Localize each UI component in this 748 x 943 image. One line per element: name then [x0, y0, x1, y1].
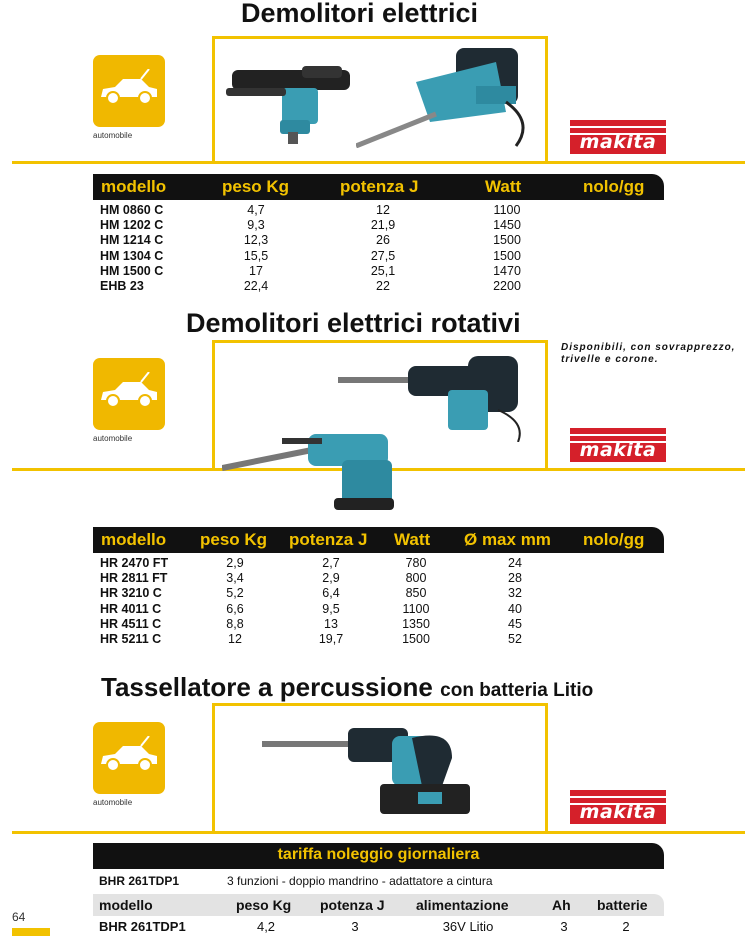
makita-logo: makita — [570, 790, 666, 824]
page-marker — [12, 928, 50, 936]
frame-line — [212, 36, 215, 163]
car-category-icon — [93, 55, 165, 127]
frame-line — [212, 703, 545, 706]
spec-table — [100, 203, 664, 294]
table-header: modello peso Kg potenza J Watt Ø max mm nolo/gg — [93, 527, 664, 553]
makita-logo: makita — [570, 428, 666, 462]
frame-line — [12, 161, 745, 164]
car-category-icon — [93, 358, 165, 430]
table-row: BHR 261TDP1 4,2 3 36V Litio 3 2 — [99, 919, 630, 934]
frame-line — [12, 831, 745, 834]
heavy-breaker-illustration — [356, 42, 536, 148]
table-row: HM 1500 C 17 25,1 1470 — [100, 263, 521, 278]
section-title: Demolitori elettrici rotativi — [186, 308, 521, 338]
category-label: automobile — [93, 434, 133, 443]
table-row: HR 5211 C 12 19,7 1500 52 — [100, 631, 522, 646]
page-number: 64 — [12, 910, 26, 924]
section-title: Demolitori elettrici — [241, 0, 479, 28]
table-row: HM 1202 C 9,3 21,9 1450 — [100, 218, 521, 233]
model-description: 3 funzioni - doppio mandrino - adattatore a cintura — [227, 874, 493, 888]
note-text: Disponibili, con sovrapprezzo, trivelle e corone. — [561, 342, 736, 365]
category-label: automobile — [93, 131, 133, 140]
description-row — [93, 872, 664, 890]
table-header: modello peso Kg potenza J alimentazione Ah batterie — [93, 894, 664, 916]
table-row: EHB 23 22,4 22 2200 — [100, 278, 521, 293]
makita-logo: makita — [570, 120, 666, 154]
tariff-header: tariffa noleggio giornaliera — [93, 843, 664, 869]
title-suffix: con batteria Litio — [440, 680, 594, 701]
cordless-hammer-illustration — [262, 718, 472, 818]
category-label: automobile — [93, 798, 133, 807]
table-row: HR 3210 C 5,2 6,4 850 32 — [100, 586, 522, 601]
frame-line — [545, 703, 548, 833]
frame-line — [545, 36, 548, 163]
rotary-hammer-illustration — [222, 428, 412, 516]
spec-table — [100, 556, 664, 647]
frame-line — [212, 36, 545, 39]
frame-line — [212, 340, 215, 470]
table-row: HR 4511 C 8,8 13 1350 45 — [100, 616, 522, 631]
model-code: BHR 261TDP1 — [99, 874, 180, 888]
table-row: HM 1304 C 15,5 27,5 1500 — [100, 248, 521, 263]
table-row: HM 1214 C 12,3 26 1500 — [100, 233, 521, 248]
frame-line — [545, 340, 548, 470]
demolition-hammer-illustration — [222, 62, 362, 144]
table-row: HR 2811 FT 3,4 2,9 800 28 — [100, 571, 522, 586]
table-row: HM 0860 C 4,7 12 1100 — [100, 203, 521, 217]
table-row: HR 2470 FT 2,9 2,7 780 24 — [100, 556, 522, 570]
table-row: HR 4011 C 6,6 9,5 1100 40 — [100, 601, 522, 616]
section-title: Tassellatore a percussione con batteria Litio — [101, 672, 594, 702]
frame-line — [212, 340, 545, 343]
car-category-icon — [93, 722, 165, 794]
frame-line — [212, 703, 215, 833]
table-header: modello peso Kg potenza J Watt nolo/gg — [93, 174, 664, 200]
